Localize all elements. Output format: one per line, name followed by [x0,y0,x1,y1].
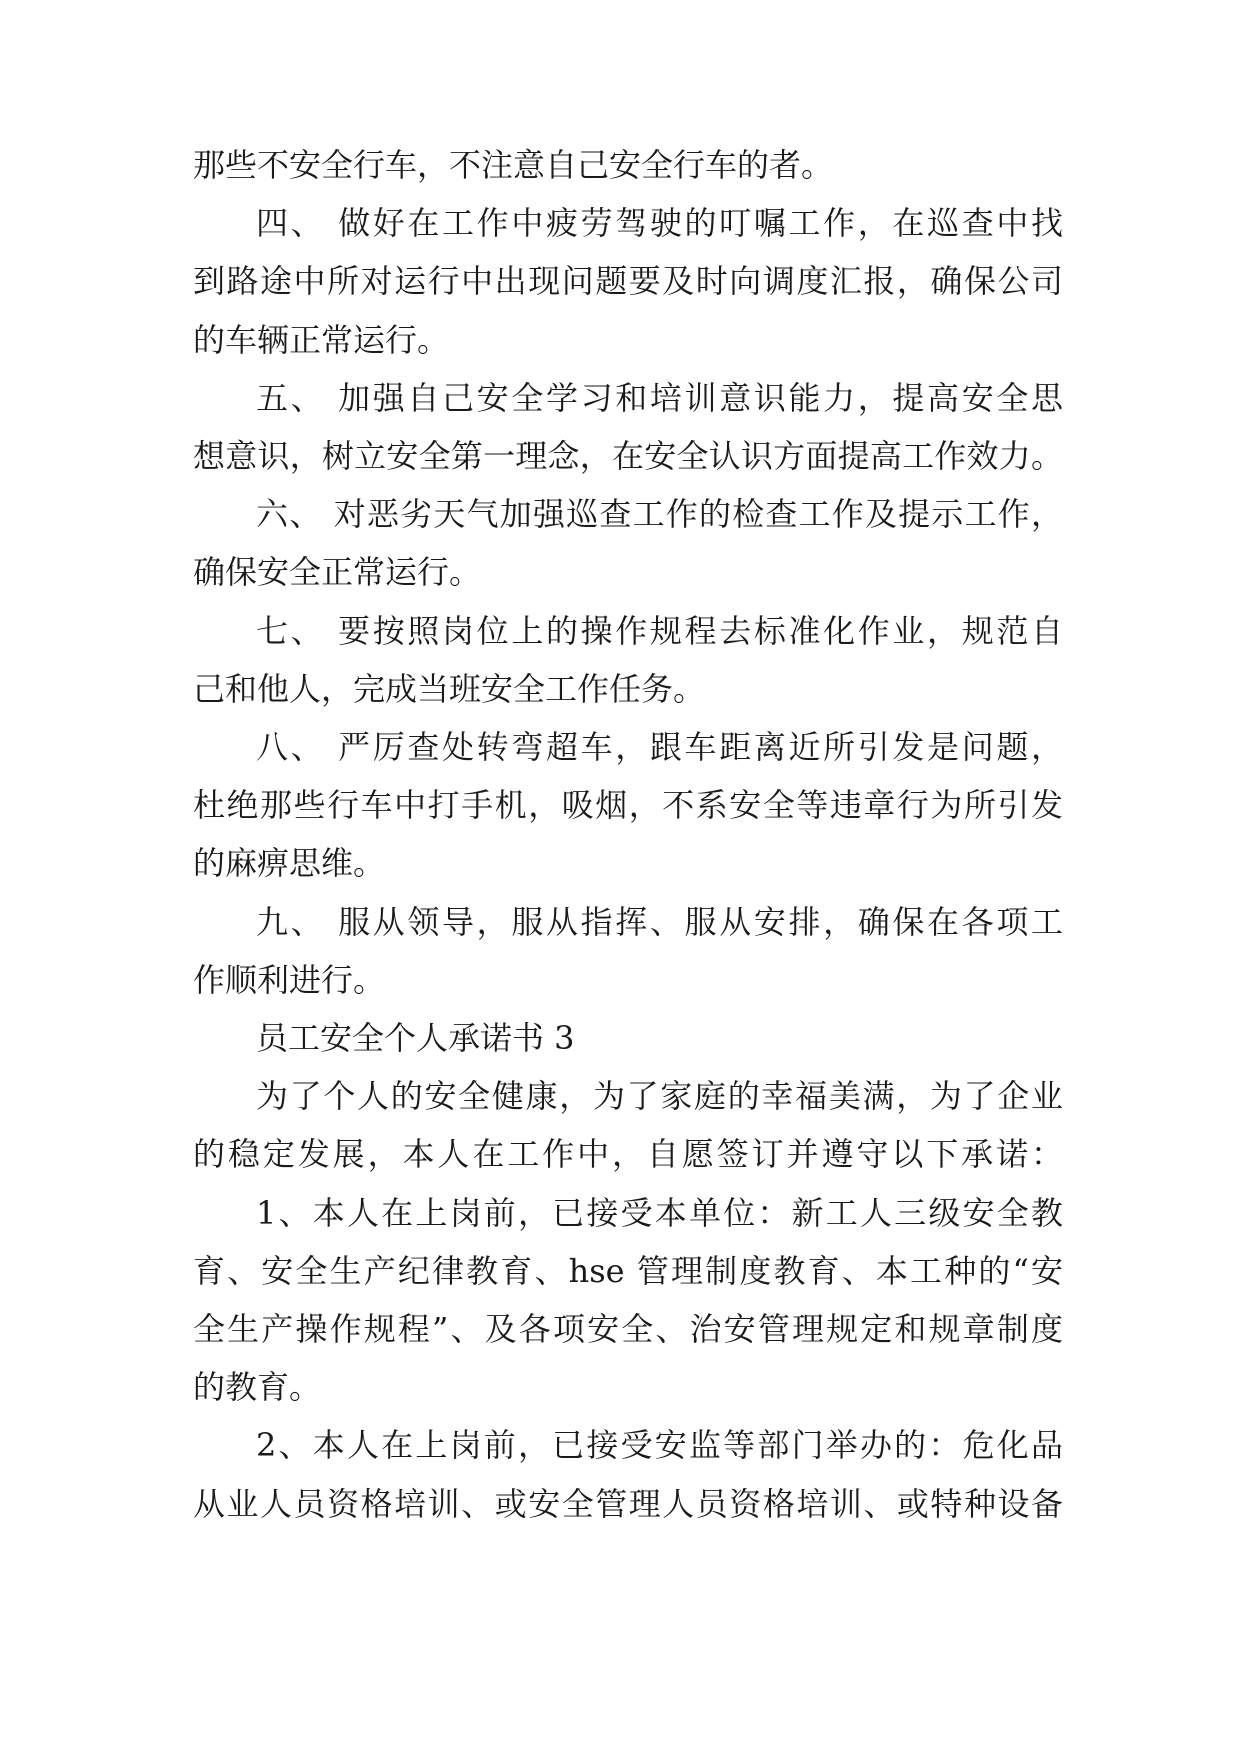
text-line: 杜绝那些行车中打手机，吸烟，不系安全等违章行为所引发 [193,786,1063,825]
text-line: 七、 要按照岗位上的操作规程去标准化作业，规范自 [256,611,1063,650]
text-line: 从业人员资格培训、或安全管理人员资格培训、或特种设备 [193,1484,1063,1523]
text-line: 那些不安全行车，不注意自己安全行车的者。 [193,146,834,184]
text-line: 为了个人的安全健康，为了家庭的幸福美满，为了企业 [256,1077,1063,1116]
text-line: 的教育。 [193,1368,322,1407]
text-line: 六、 对恶劣天气加强巡查工作的检查工作及提示工作， [256,495,1063,534]
text-line: 九、 服从领导，服从指挥、服从安排，确保在各项工 [256,902,1063,941]
text-line: 想意识，树立安全第一理念，在安全认识方面提高工作效力。 [193,437,1063,475]
text-line: 确保安全正常运行。 [193,553,482,592]
text-line: 1、本人在上岗前，已接受本单位：新工人三级安全教 [256,1193,1063,1232]
text-line: 到路途中所对运行中出现问题要及时向调度汇报，确保公司 [193,262,1063,301]
text-line: 员工安全个人承诺书 3 [256,1019,575,1057]
text-line: 的车辆正常运行。 [193,320,450,359]
text-line: 育、安全生产纪律教育、hse 管理制度教育、本工种的“安 [193,1251,1063,1290]
text-line: 的稳定发展，本人在工作中，自愿签订并遵守以下承诺： [193,1135,1063,1174]
text-line: 全生产操作规程”、及各项安全、治安管理规定和规章制度 [193,1310,1063,1348]
text-line: 四、 做好在工作中疲劳驾驶的叮嘱工作，在巡查中找 [256,204,1063,243]
text-line: 的麻痹思维。 [193,844,386,883]
text-line: 己和他人，完成当班安全工作任务。 [193,669,706,708]
text-line: 八、 严厉查处转弯超车，跟车距离近所引发是问题， [256,728,1063,766]
text-line: 作顺利进行。 [193,960,386,999]
text-line: 五、 加强自己安全学习和培训意识能力，提高安全思 [256,378,1063,417]
text-line: 2、本人在上岗前，已接受安监等部门举办的：危化品 [256,1426,1063,1465]
